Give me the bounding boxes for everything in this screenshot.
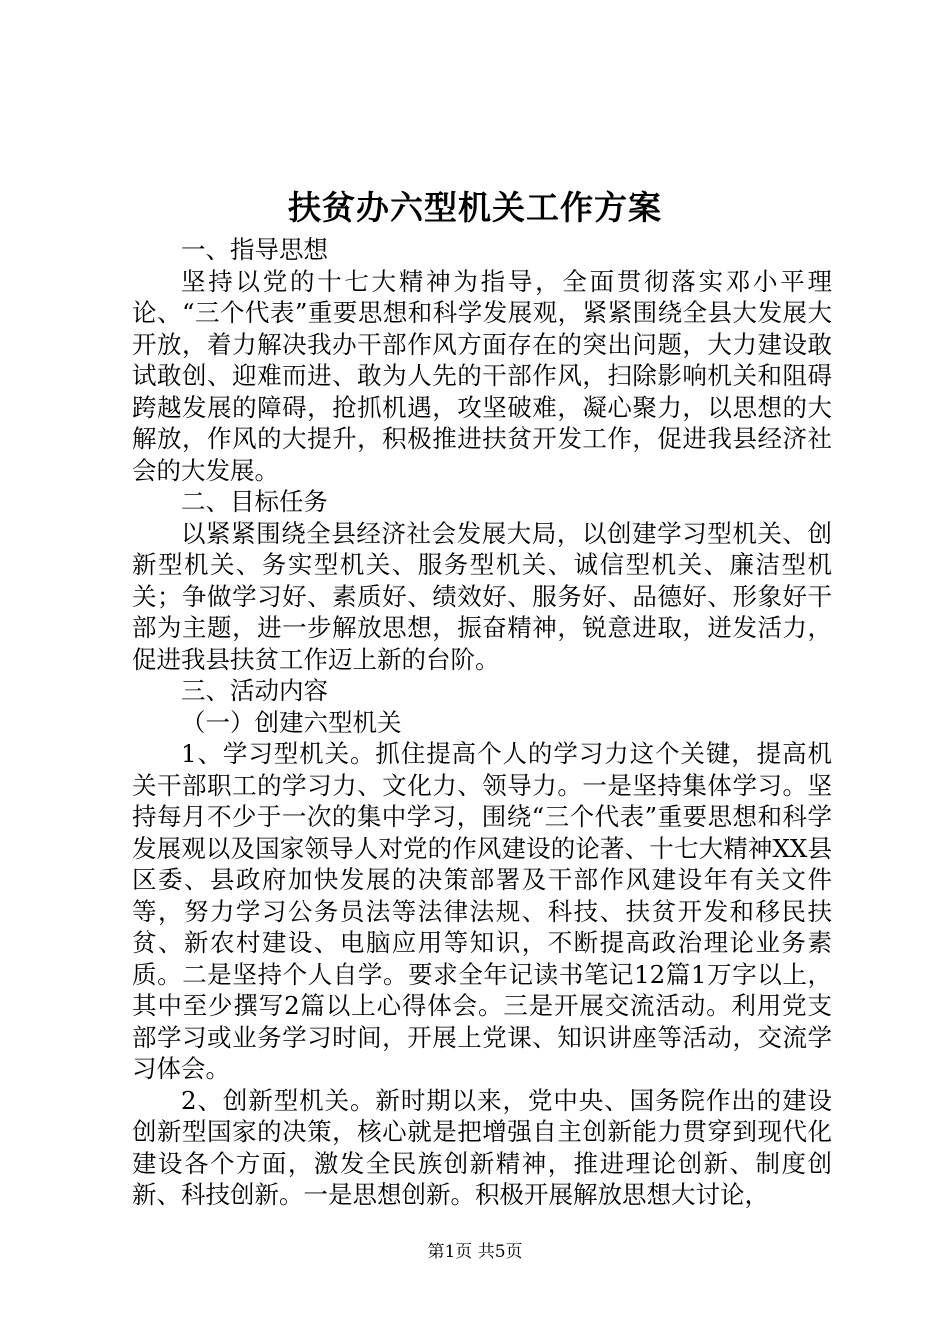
subsection-heading-six-types: （一）创建六型机关	[181, 707, 402, 737]
section-heading-activities: 三、活动内容	[181, 676, 328, 705]
paragraph-guiding-ideology: 坚持以党的十七大精神为指导，全面贯彻落实邓小平理论、“三个代表”重要思想和科学发展观，紧紧围绕全县大发展大开放，着力解决我办干部作风方面存在的突出问题，大力建设敢试敢创、迎难而进、敢为人先的干部作风，扫除影响机关和阻碍跨越发展的障碍，抢抓机遇，攻坚破难，凝心聚力，以思想的大解放，作风的大提升，积极推进扶贫开发工作，促进我县经济社会的大发展。	[132, 266, 832, 485]
document-title: 扶贫办六型机关工作方案	[288, 188, 662, 227]
paragraph-innovative-organ: 2、创新型机关。新时期以来，党中央、国务院作出的建设创新型国家的决策，核心就是把增强自主创新能力贯穿到现代化建设各个方面，激发全民族创新精神，推进理论创新、制度创新、科技创新。一是思想创新。积极开展解放思想大讨论，	[132, 1085, 832, 1209]
paragraph-goals: 以紧紧围绕全县经济社会发展大局，以创建学习型机关、创新型机关、务实型机关、服务型机关、诚信型机关、廉洁型机关；争做学习好、素质好、绩效好、服务好、品德好、形象好干部为主题，进一步解放思想，振奋精神，锐意进取，迸发活力，促进我县扶贫工作迈上新的台阶。	[132, 518, 832, 674]
document-body	[132, 234, 832, 1211]
section-heading-guiding-ideology: 一、指导思想	[181, 235, 328, 264]
paragraph-learning-organ: 1、学习型机关。抓住提高个人的学习力这个关键，提高机关干部职工的学习力、文化力、领导力。一是坚持集体学习。坚持每月不少于一次的集中学习，围绕“三个代表”重要思想和科学发展观以及国家领导人对党的作风建设的论著、十七大精神XX县区委、县政府加快发展的决策部署及干部作风建设年有关文件等，努力学习公务员法等法律法规、科技、扶贫开发和移民扶贫、新农村建设、电脑应用等知识，不断提高政治理论业务素质。二是坚持个人自学。要求全年记读书笔记12篇1万字以上，其中至少撰写2篇以上心得体会。三是开展交流活动。利用党支部学习或业务学习时间，开展上党课、知识讲座等活动，交流学习体会。	[132, 739, 832, 1083]
page-number-footer: 第1页 共5页	[427, 1242, 523, 1262]
section-heading-goals: 二、目标任务	[181, 487, 328, 516]
